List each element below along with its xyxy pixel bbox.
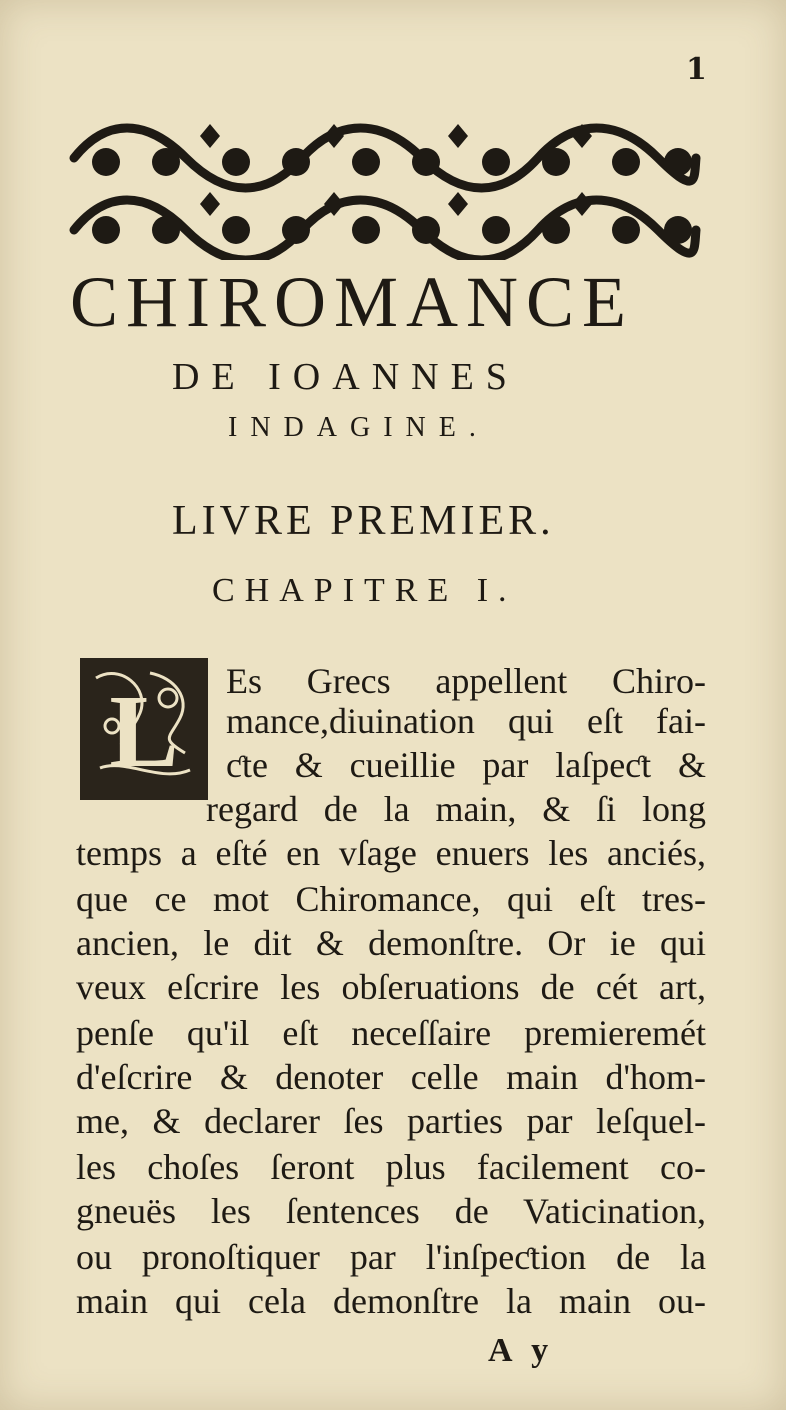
text-line: ancien, le dit & demonſtre. Or ie qui xyxy=(76,923,706,963)
text-line: que ce mot Chiromance, qui eſt tres- xyxy=(76,879,706,919)
woodcut-initial-L-icon xyxy=(80,658,208,800)
text-line: mance,diuination qui eſt fai- xyxy=(226,701,706,741)
text-line: temps a eſté en vſage enuers les anciés, xyxy=(76,833,706,873)
chapter-heading: CHAPITRE I. xyxy=(212,572,517,609)
text-line: veux eſcrire les obſeruations de cét art, xyxy=(76,967,706,1007)
text-line: d'eſcrire & denoter celle main d'hom- xyxy=(76,1057,706,1097)
text-line: ou pronoſtiquer par l'inſpeƈtion de la xyxy=(76,1237,706,1277)
author-line-2: INDAGINE. xyxy=(228,412,489,443)
text-line: les choſes ſeront plus facilement co- xyxy=(76,1147,706,1187)
text-line: regard de la main, & ſi long xyxy=(206,789,706,829)
decorative-headpiece-icon xyxy=(66,118,702,260)
text-line: penſe qu'il eſt neceſſaire premieremét xyxy=(76,1013,706,1053)
drop-cap-letter: L xyxy=(109,674,179,789)
page-title: CHIROMANCE xyxy=(70,262,635,342)
text-line: Es Grecs appellent Chiro- xyxy=(226,661,706,701)
book-heading: LIVRE PREMIER. xyxy=(172,498,555,544)
text-line: me, & declarer ſes parties par leſquel- xyxy=(76,1101,706,1141)
folio-number: 1 xyxy=(686,52,707,87)
text-line: ƈte & cueillie par laſpeƈt & xyxy=(226,745,706,785)
text-line: main qui cela demonſtre la main ou- xyxy=(76,1281,706,1321)
catchword: A y xyxy=(488,1332,555,1369)
author-line-1: DE IOANNES xyxy=(172,356,519,398)
text-line: gneuës les ſentences de Vaticination, xyxy=(76,1191,706,1231)
